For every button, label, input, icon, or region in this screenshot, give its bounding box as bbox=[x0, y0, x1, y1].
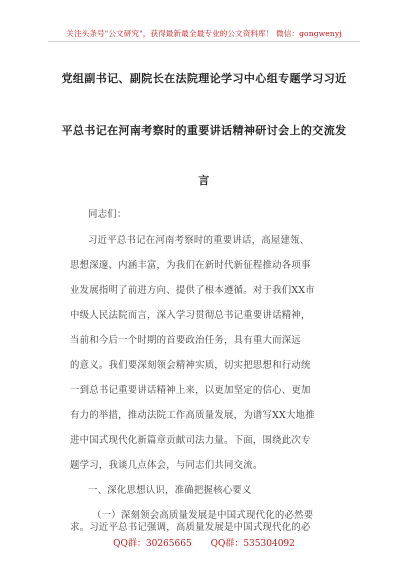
body-line: 中级人民法院而言，深入学习贯彻总书记重要讲话精神， bbox=[70, 310, 311, 321]
body-line: 进中国式现代化新篇章贡献司法力量。下面，围绕此次专 bbox=[70, 435, 311, 446]
item-line: 求。习近平总书记强调，高质量发展是中国式现代化的必 bbox=[70, 522, 311, 533]
section-heading: 一、深化思想认识，准确把握核心要义 bbox=[88, 485, 252, 496]
footer-contact bbox=[0, 536, 408, 549]
body-line: 习近平总书记在河南考察时的重要讲话，高屋建瓴、 bbox=[88, 235, 310, 246]
header-divider bbox=[48, 41, 360, 42]
document-title-line-2: 平总书记在河南考察时的重要讲话精神研讨会上的交流发 bbox=[61, 124, 347, 137]
item-line: （一）深刻领会高质量发展是中国式现代化的必然要 bbox=[92, 510, 314, 521]
header-promo-note: 关注头条号"公文研究"，获得最新最全最专业的公文资料库！ 微信：gongwenyj bbox=[66, 29, 342, 38]
body-line: 有力的举措，推动法院工作高质量发展，为谱写XX大地推 bbox=[70, 410, 315, 421]
body-line: 思想深邃、内涵丰富，为我们在新时代新征程推动各项事 bbox=[70, 260, 311, 271]
document-title-line-3: 言 bbox=[198, 174, 210, 187]
body-line: 当前和今后一个时期的首要政治任务，具有重大而深远 bbox=[70, 335, 302, 346]
footer-qq-group-1: QQ群：30265665 bbox=[113, 539, 192, 549]
body-line: 的意义。我们要深刻领会精神实质，切实把思想和行动统 bbox=[70, 360, 311, 371]
body-line: 题学习，我谈几点体会，与同志们共同交流。 bbox=[70, 460, 263, 471]
document-title-line-1: 党组副书记、副院长在法院理论学习中心组专题学习习近 bbox=[61, 72, 347, 85]
body-line: 一到总书记重要讲话精神上来，以更加坚定的信心、更加 bbox=[70, 385, 311, 396]
salutation: 同志们： bbox=[88, 209, 127, 220]
body-line: 业发展指明了前进方向、提供了根本遵循。对于我们XX市 bbox=[70, 285, 315, 296]
footer-qq-group-2: QQ群：535304092 bbox=[210, 539, 295, 549]
